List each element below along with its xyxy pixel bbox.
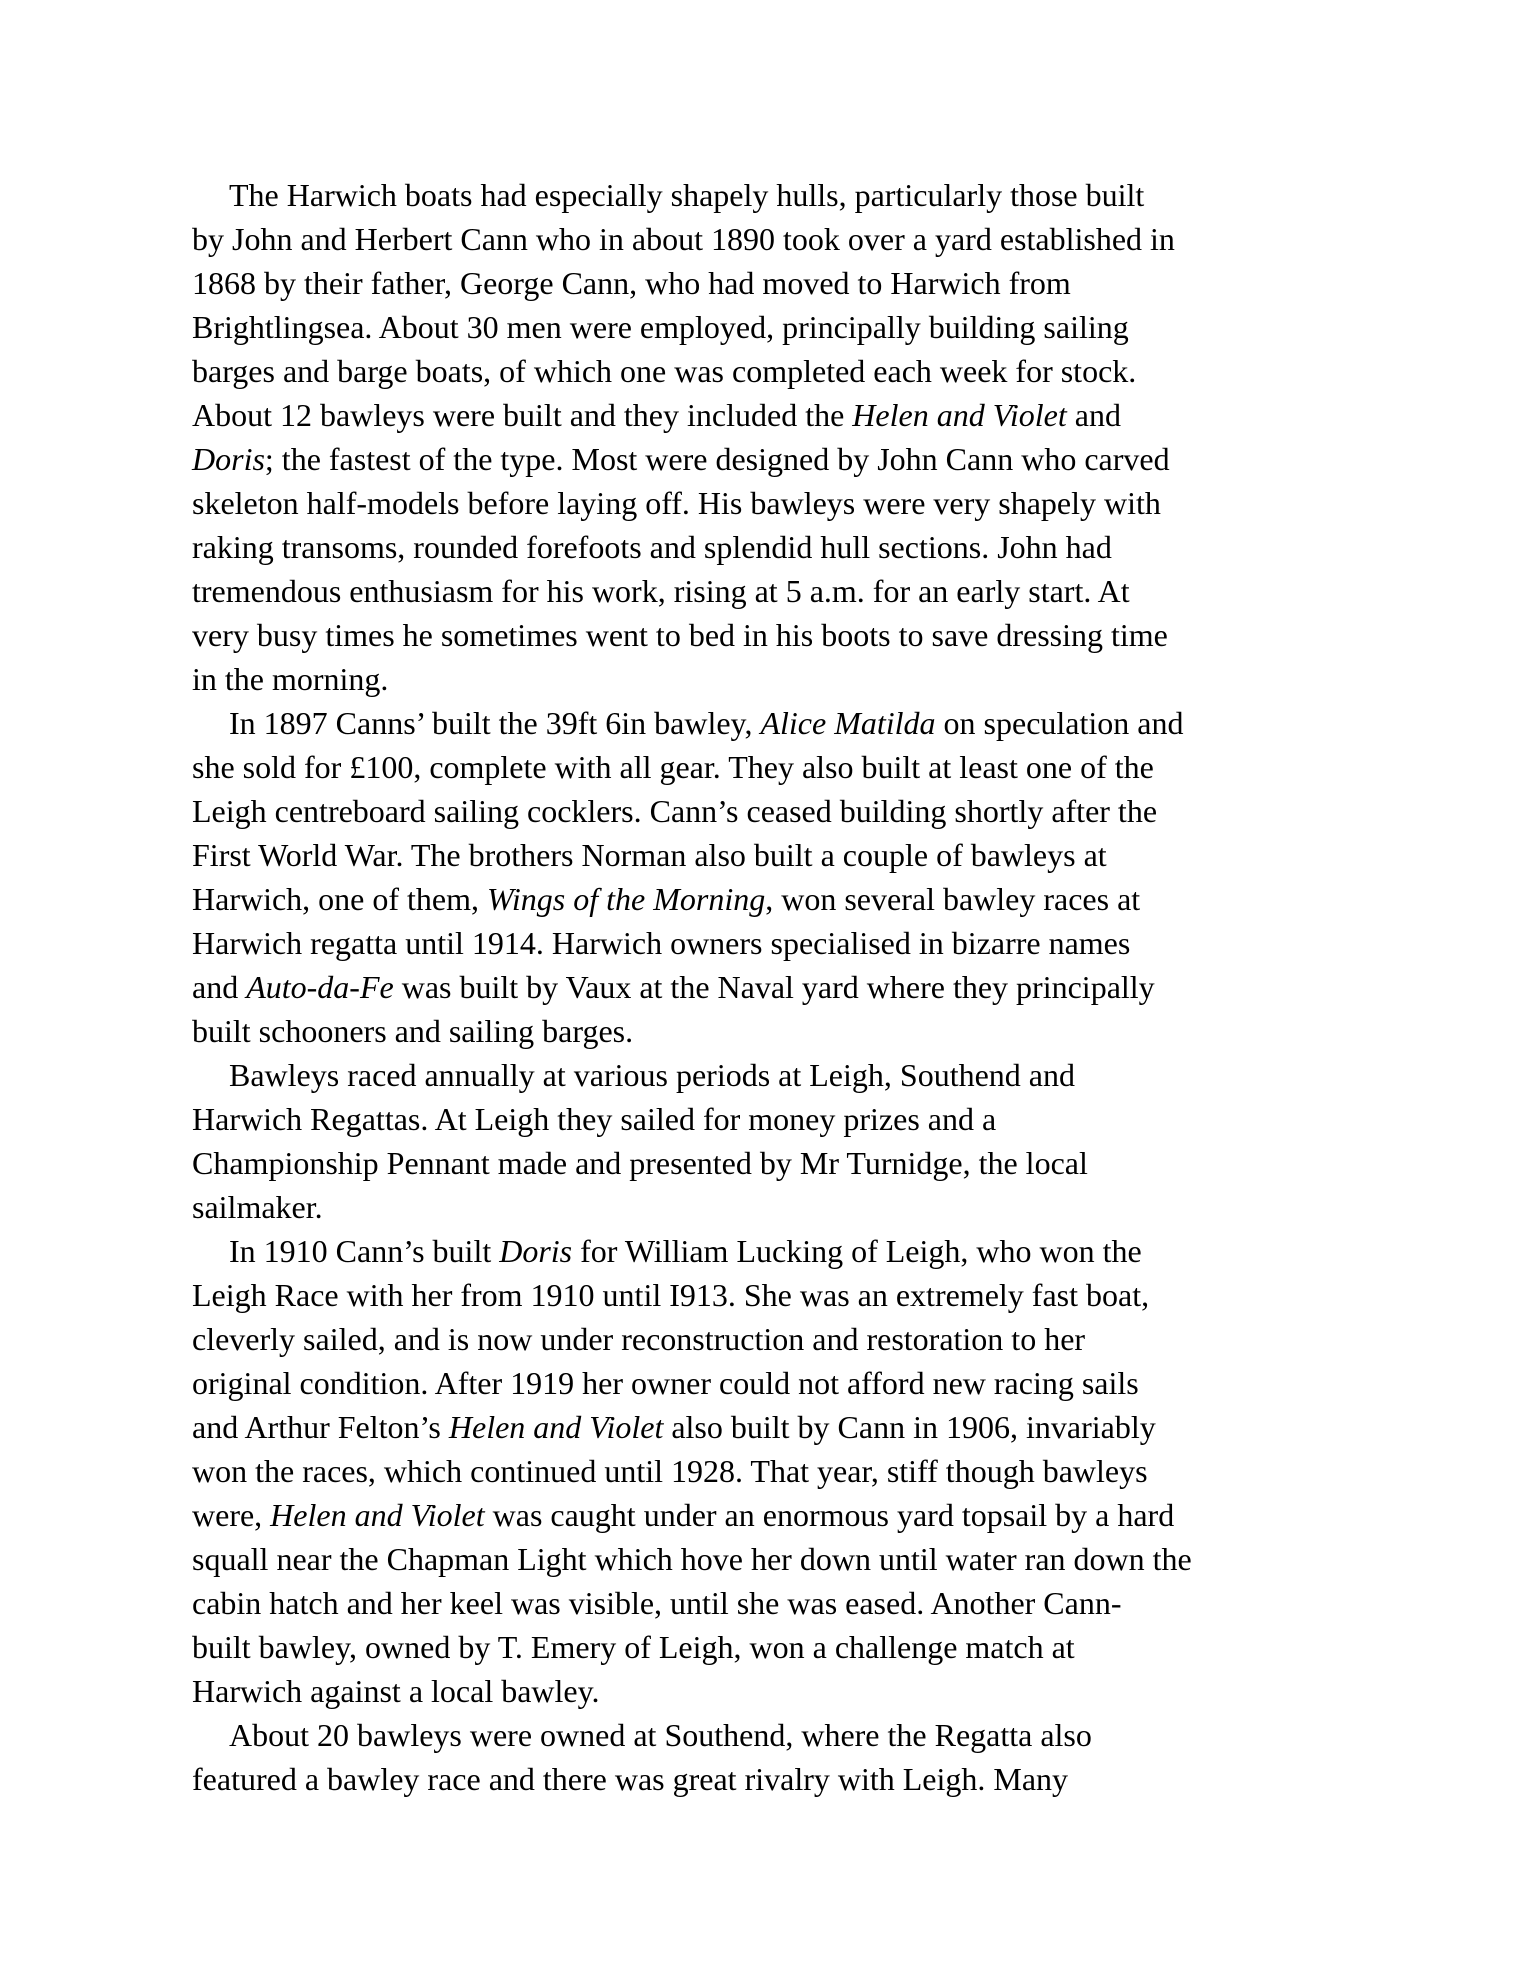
text-segment: raking transoms, rounded forefoots and splendid hull sections. John had bbox=[192, 529, 1112, 565]
text-segment: tremendous enthusiasm for his work, rising at 5 a.m. for an early start. At bbox=[192, 573, 1130, 609]
text-segment: 1868 by their father, George Cann, who had moved to Harwich from bbox=[192, 265, 1071, 301]
ship-name: Auto-da-Fe bbox=[246, 969, 394, 1005]
text-segment: barges and barge boats, of which one was completed each week for stock. bbox=[192, 353, 1137, 389]
text-line bbox=[192, 877, 1338, 921]
paragraph bbox=[192, 173, 1338, 701]
text-segment: Harwich Regattas. At Leigh they sailed for money prizes and a bbox=[192, 1101, 997, 1137]
text-line bbox=[192, 1581, 1338, 1625]
text-line bbox=[192, 1361, 1338, 1405]
paragraph bbox=[192, 701, 1338, 1053]
text-line bbox=[192, 1757, 1338, 1801]
text-segment: Leigh Race with her from 1910 until I913. She was an extremely fast boat, bbox=[192, 1277, 1150, 1313]
text-segment: , won several bawley races at bbox=[765, 881, 1141, 917]
text-segment: In 1897 Canns’ built the 39ft 6in bawley, bbox=[229, 705, 761, 741]
text-segment: and bbox=[1066, 397, 1121, 433]
text-line bbox=[192, 1053, 1338, 1097]
ship-name: Doris bbox=[499, 1233, 573, 1269]
text-segment: and Arthur Felton’s bbox=[192, 1409, 449, 1445]
text-segment: Championship Pennant made and presented by Mr Turnidge, the local bbox=[192, 1145, 1088, 1181]
text-segment: cleverly sailed, and is now under reconstruction and restoration to her bbox=[192, 1321, 1086, 1357]
text-segment: cabin hatch and her keel was visible, until she was eased. Another Cann- bbox=[192, 1585, 1122, 1621]
text-line bbox=[192, 789, 1338, 833]
ship-name: Helen and Violet bbox=[852, 397, 1067, 433]
text-line bbox=[192, 569, 1338, 613]
ship-name: Wings of the Morning bbox=[487, 881, 766, 917]
text-line bbox=[192, 1493, 1338, 1537]
text-segment: ; the fastest of the type. Most were designed by John Cann who carved bbox=[264, 441, 1170, 477]
text-line bbox=[192, 1317, 1338, 1361]
text-segment: and bbox=[192, 969, 247, 1005]
paragraph bbox=[192, 1713, 1338, 1801]
text-line bbox=[192, 657, 1338, 701]
text-line bbox=[192, 1713, 1338, 1757]
text-segment: won the races, which continued until 1928. That year, stiff though bawleys bbox=[192, 1453, 1148, 1489]
ship-name: Helen and Violet bbox=[270, 1497, 485, 1533]
text-line bbox=[192, 1229, 1338, 1273]
text-line bbox=[192, 1405, 1338, 1449]
text-line bbox=[192, 1273, 1338, 1317]
text-line bbox=[192, 613, 1338, 657]
ship-name: Helen and Violet bbox=[448, 1409, 664, 1445]
ship-name: Doris bbox=[192, 441, 265, 477]
text-segment: Harwich regatta until 1914. Harwich owners specialised in bizarre names bbox=[192, 925, 1131, 961]
text-segment: In 1910 Cann’s built bbox=[229, 1233, 500, 1269]
text-segment: was built by Vaux at the Naval yard where they principally bbox=[393, 969, 1155, 1005]
text-segment: About 12 bawleys were built and they included the bbox=[192, 397, 853, 433]
text-line bbox=[192, 921, 1338, 965]
text-segment: were, bbox=[192, 1497, 271, 1533]
text-segment: Brightlingsea. About 30 men were employed, principally building sailing bbox=[192, 309, 1129, 345]
text-line bbox=[192, 437, 1338, 481]
text-segment: very busy times he sometimes went to bed in his boots to save dressing time bbox=[192, 617, 1168, 653]
paragraph bbox=[192, 1053, 1338, 1229]
text-line bbox=[192, 1141, 1338, 1185]
text-line bbox=[192, 481, 1338, 525]
text-segment: About 20 bawleys were owned at Southend, where the Regatta also bbox=[229, 1717, 1092, 1753]
text-segment: Bawleys raced annually at various periods at Leigh, Southend and bbox=[229, 1057, 1075, 1093]
text-segment: The Harwich boats had especially shapely hulls, particularly those built bbox=[229, 177, 1145, 213]
text-line bbox=[192, 1009, 1338, 1053]
text-line bbox=[192, 349, 1338, 393]
text-segment: First World War. The brothers Norman also built a couple of bawleys at bbox=[192, 837, 1107, 873]
text-line bbox=[192, 1449, 1338, 1493]
text-segment: in the morning. bbox=[192, 661, 389, 697]
text-line bbox=[192, 1185, 1338, 1229]
text-line bbox=[192, 173, 1338, 217]
text-segment: built bawley, owned by T. Emery of Leigh, won a challenge match at bbox=[192, 1629, 1075, 1665]
text-segment: Leigh centreboard sailing cocklers. Cann’s ceased building shortly after the bbox=[192, 793, 1158, 829]
text-segment: she sold for £100, complete with all gear. They also built at least one of the bbox=[192, 749, 1154, 785]
text-segment: was caught under an enormous yard topsail by a hard bbox=[484, 1497, 1175, 1533]
text-line bbox=[192, 217, 1338, 261]
text-segment: also built by Cann in 1906, invariably bbox=[663, 1409, 1156, 1445]
text-line bbox=[192, 525, 1338, 569]
text-segment: squall near the Chapman Light which hove her down until water ran down the bbox=[192, 1541, 1192, 1577]
ship-name: Alice Matilda bbox=[760, 705, 936, 741]
text-line bbox=[192, 1537, 1338, 1581]
text-segment: for William Lucking of Leigh, who won the bbox=[572, 1233, 1142, 1269]
text-segment: Harwich against a local bawley. bbox=[192, 1673, 600, 1709]
page-text bbox=[192, 173, 1338, 1801]
text-line bbox=[192, 965, 1338, 1009]
text-line bbox=[192, 701, 1338, 745]
text-line bbox=[192, 261, 1338, 305]
text-segment: Harwich, one of them, bbox=[192, 881, 488, 917]
text-segment: on speculation and bbox=[935, 705, 1184, 741]
text-segment: skeleton half-models before laying off. His bawleys were very shapely with bbox=[192, 485, 1161, 521]
text-line bbox=[192, 305, 1338, 349]
text-segment: featured a bawley race and there was great rivalry with Leigh. Many bbox=[192, 1761, 1069, 1797]
text-segment: original condition. After 1919 her owner could not afford new racing sails bbox=[192, 1365, 1139, 1401]
text-line bbox=[192, 1097, 1338, 1141]
text-line bbox=[192, 745, 1338, 789]
text-segment: built schooners and sailing barges. bbox=[192, 1013, 634, 1049]
text-line bbox=[192, 1669, 1338, 1713]
text-segment: sailmaker. bbox=[192, 1189, 323, 1225]
text-line bbox=[192, 1625, 1338, 1669]
text-line bbox=[192, 833, 1338, 877]
text-line bbox=[192, 393, 1338, 437]
text-segment: by John and Herbert Cann who in about 1890 took over a yard established in bbox=[192, 221, 1175, 257]
paragraph bbox=[192, 1229, 1338, 1713]
